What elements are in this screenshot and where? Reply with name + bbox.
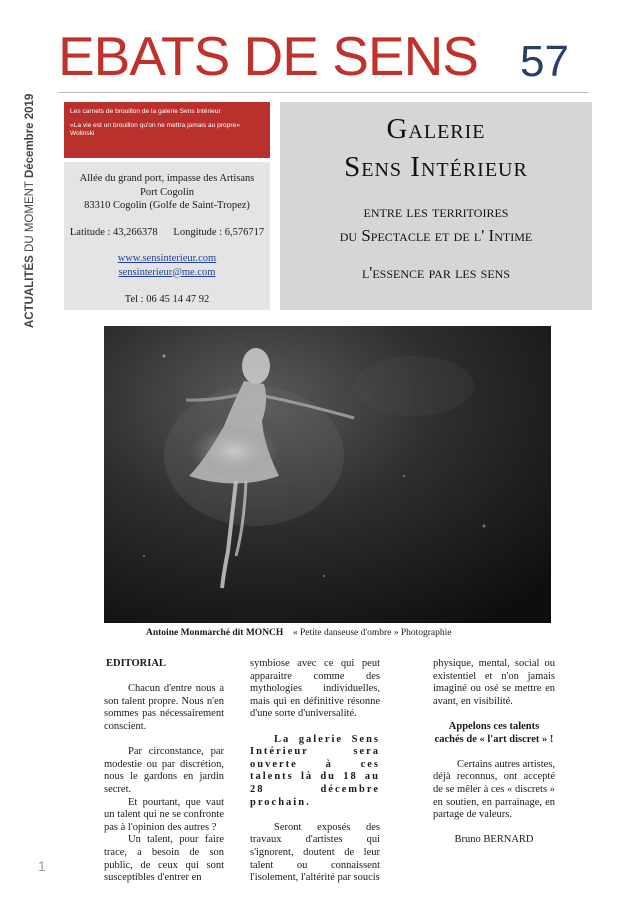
address-city: 83310 Cogolin (Golfe de Saint-Tropez) (84, 200, 250, 211)
coordinates (64, 226, 270, 240)
article-column-1 (104, 658, 224, 885)
address-street: Allée du grand port, impasse des Artisans (79, 173, 255, 184)
side-label (24, 38, 40, 328)
quote-line: «La vie est un brouillon qu'on ne mettra jamais au propre» Wolinski (70, 121, 240, 137)
paragraph-8: physique, mental, social ou existentiel et n'on jamais imaginé ou osé se mettre en avant, en visibilité. (433, 658, 555, 707)
gallery-box (280, 102, 592, 310)
paragraph-6: La galerie Sens Intérieur sera ouverte à ces talents là du 18 au 28 décembre prochain. (250, 733, 380, 808)
signature: Bruno BERNARD (454, 834, 534, 846)
paragraph-2: Par circonstance, par modestie ou par discrétion, nous le gardons en jardin secret. (104, 746, 224, 795)
telephone: Tel : 06 45 14 47 92 (124, 294, 210, 305)
side-word-actualites: ACTUALITÉS (24, 255, 36, 328)
dancer-image (104, 326, 551, 623)
notebook-box (64, 102, 270, 158)
latitude: Latitude : 43,266378 (69, 226, 158, 238)
address-place: Port Cogolin (140, 186, 194, 198)
website-link[interactable]: www.sensinterieur.com (117, 253, 217, 264)
paragraph-9: Appelons ces talents cachés de « l'art discret » ! (434, 720, 554, 745)
gallery-subtitle-line2: du Spectacle et de l' Intime (339, 226, 533, 245)
gallery-subtitle-line1: entre les territoires (363, 202, 509, 221)
side-word-date: Décembre 2019 (24, 93, 36, 179)
paragraph-4: Un talent, pour faire trace, a besoin de son public, de ceux qui sont susceptibles d'entrer en (104, 834, 224, 884)
paragraph-3: Et pourtant, que vaut un talent qui ne se confronte pas à l'opinion des autres ? (104, 796, 224, 833)
masthead-rule (58, 92, 588, 93)
article-column-3 (433, 658, 555, 847)
side-word-du-moment: DU MOMENT (24, 181, 36, 252)
photograph-shadow-dancer (104, 326, 551, 623)
longitude: Longitude : 6,576717 (173, 226, 265, 238)
issue-number: 57 (520, 37, 569, 86)
masthead-title: EBATS DE SENS (58, 25, 478, 87)
paragraph-10: Certains autres artistes, déjà reconnus, ont accepté de se mêler à ces « discrets » en soutien, en parrainage, en partage de valeurs. (433, 758, 555, 821)
paragraph-1: Chacun d'entre nous a son talent propre. Nous n'en sommes pas nécessairement conscient. (104, 683, 224, 732)
paragraph-5: symbiose avec ce qui peut apparaitre comme des mythologies individuelles, mais qui en définitive résonne d'une sorte d'universalité. (250, 658, 380, 720)
address-box (64, 162, 270, 310)
gallery-subtitle (280, 200, 592, 248)
photo-caption (146, 628, 452, 638)
caption-artist: Antoine Monmarché dit MONCH (146, 628, 284, 638)
gallery-title-line1: Galerie (386, 113, 486, 145)
links (64, 252, 270, 279)
article-column-2 (250, 658, 380, 885)
gallery-title (280, 110, 592, 186)
paragraph-7: Seront exposés des travaux d'artistes qui s'ignorent, doutent de leur talent ou connaissent l'isolement, l'altérité par soucis (250, 821, 380, 884)
notebook-line: Les carnets de brouillon de la galerie Sens Intérieur (70, 108, 221, 115)
editorial-heading: EDITORIAL (106, 658, 166, 669)
page-number: 1 (38, 858, 46, 874)
caption-work: « Petite danseuse d'ombre » Photographie (292, 628, 452, 638)
gallery-essence: l'essence par les sens (361, 263, 511, 282)
gallery-title-line2: Sens Intérieur (344, 151, 528, 183)
email-link[interactable]: sensinterieur@me.com (118, 266, 216, 278)
